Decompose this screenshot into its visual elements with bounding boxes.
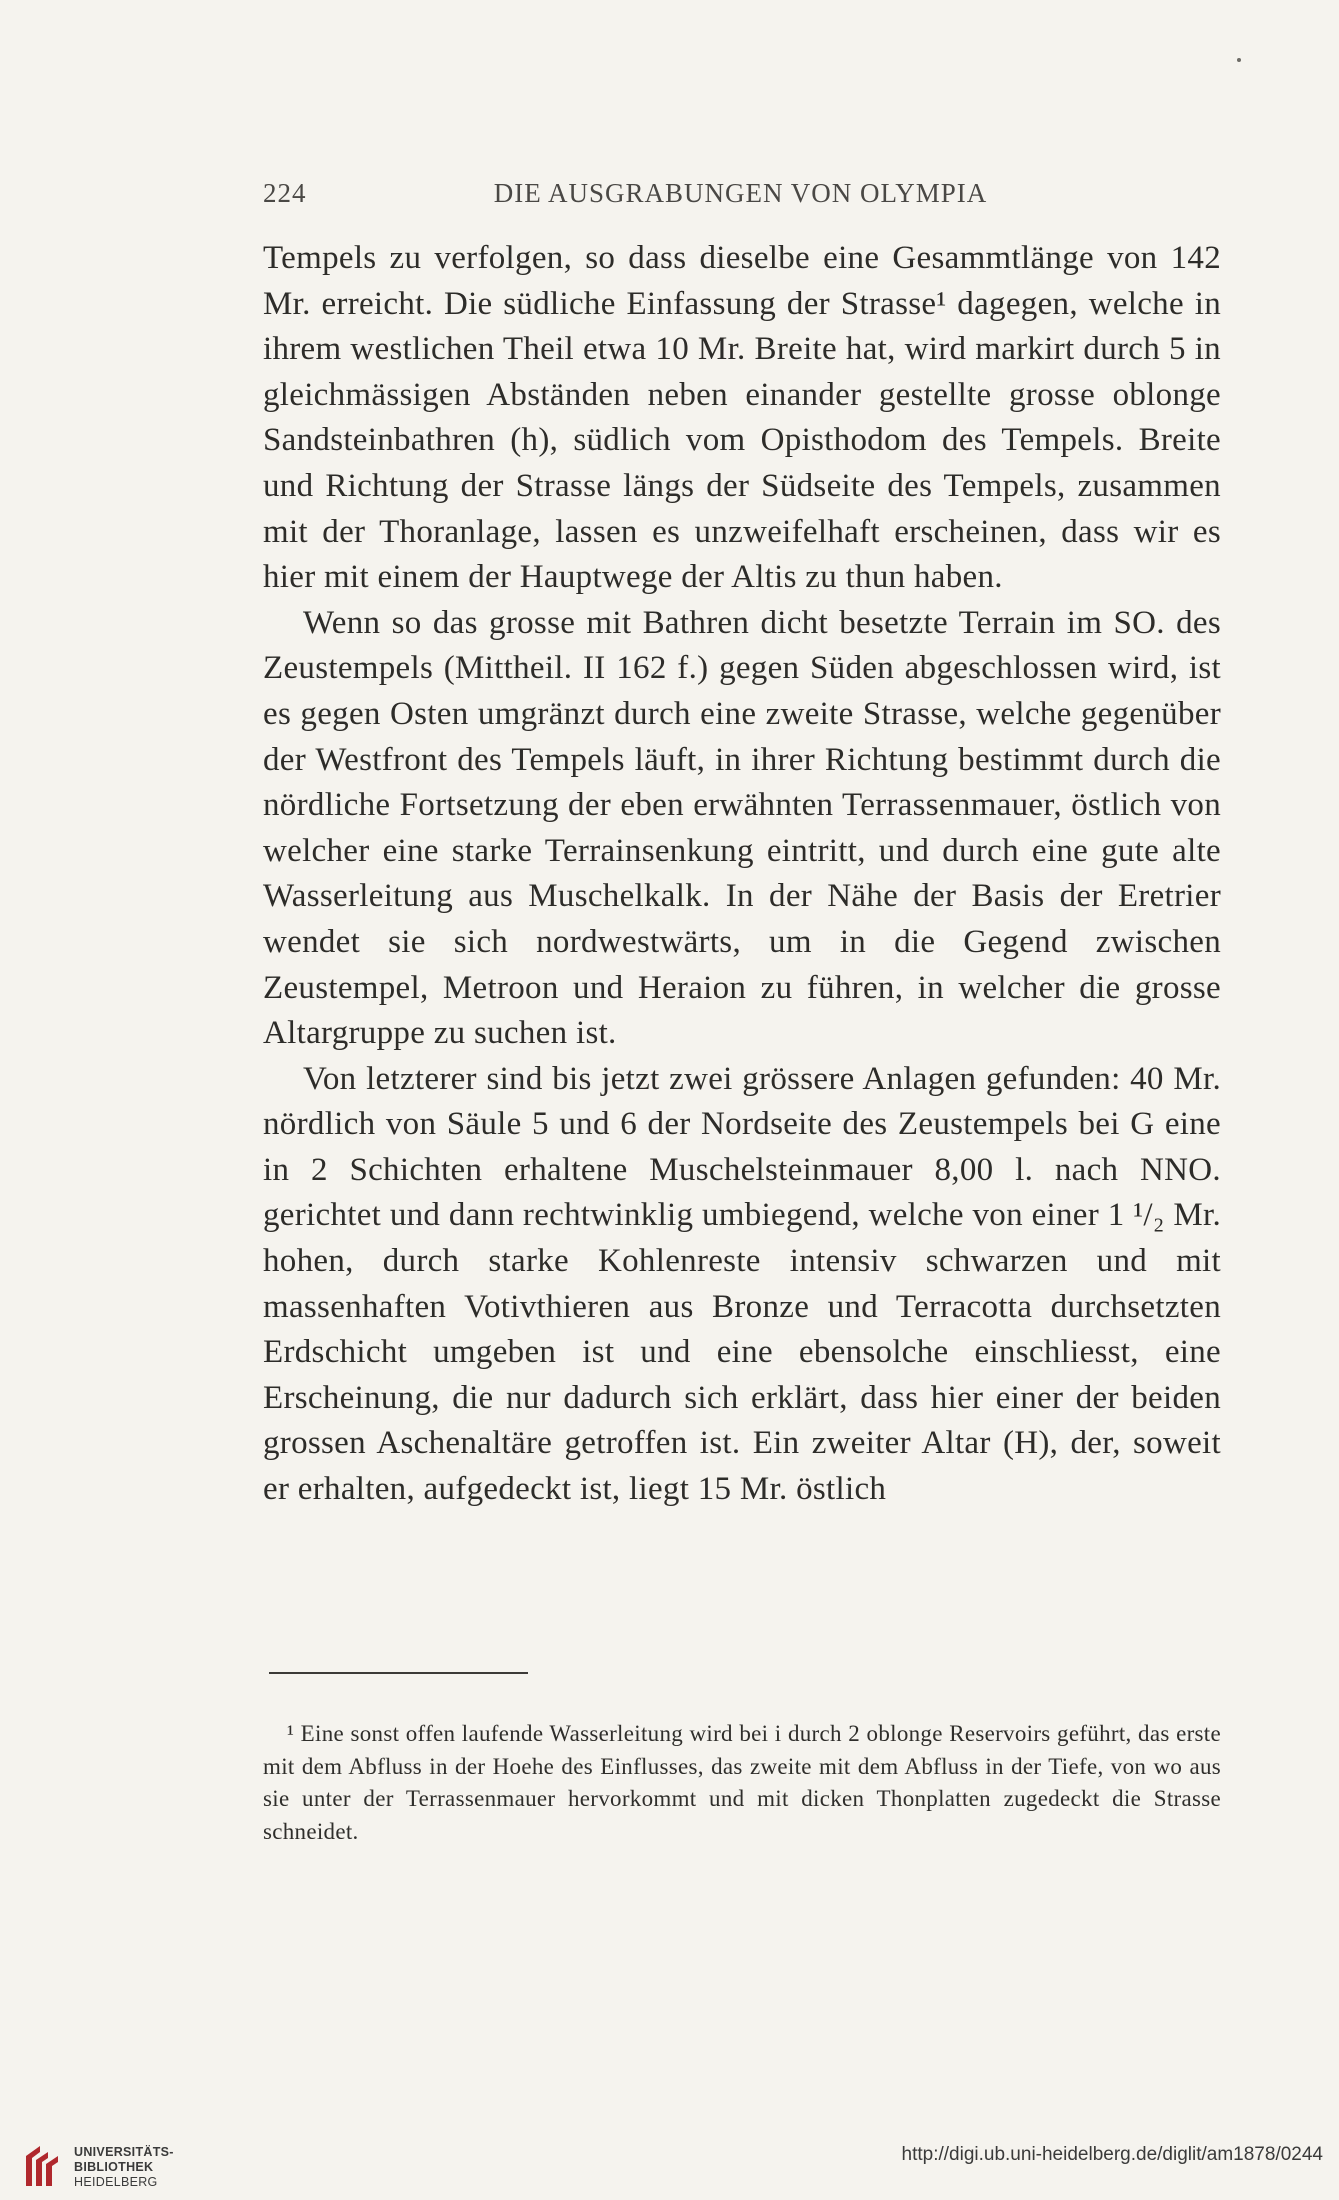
paragraph: Tempels zu verfolgen, so dass dieselbe eine Gesammtlänge von 142 Mr. erreicht. Die südliche Einfassung der Strasse¹ dagegen, welche in ihrem westlichen Theil etwa 10 Mr. Breite hat, wird markirt durch 5 in gleichmässigen Abständen neben einander gestellte grosse oblonge Sandsteinbathren (h), südlich vom Opisthodom des Tempels. Breite und Richtung der Strasse längs der Südseite des Tempels, zusammen mit der Thoranlage, lassen es unzweifelhaft erscheinen, dass wir es hier mit einem der Hauptwege der Altis zu thun haben.: [263, 240, 1221, 596]
library-name: [74, 2145, 174, 2190]
permalink-url[interactable]: http://digi.ub.uni-heidelberg.de/diglit/am1878/0244: [901, 2144, 1323, 2165]
library-logo-icon: [22, 2142, 64, 2190]
scan-speck: [1237, 58, 1241, 62]
footnote: ¹ Eine sonst offen laufende Wasserleitung wird bei i durch 2 oblonge Reservoirs geführt, das erste mit dem Abfluss in der Hoehe des Einflusses, das zweite mit dem Abfluss in der Tiefe, von wo aus sie unter der Terrassenmauer hervorkommt und mit dicken Thonplatten zugedeckt die Strasse schneidet.: [263, 1721, 1221, 1844]
running-title: DIE AUSGRABUNGEN VON OLYMPIA: [493, 178, 988, 208]
running-head: [263, 178, 1218, 212]
footnote-divider: [269, 1672, 528, 1674]
library-name-line: BIBLIOTHEK: [74, 2160, 154, 2174]
paragraph: Wenn so das grosse mit Bathren dicht besetzte Terrain im SO. des Zeustempels (Mittheil. II 162 f.) gegen Süden abgeschlossen wird, ist es gegen Osten umgränzt durch eine zweite Strasse, welche gegenüber der Westfront des Tempels läuft, in ihrer Richtung bestimmt durch die nördliche Fortsetzung der eben erwähnten Terrassenmauer, östlich von welcher eine starke Terrainsenkung eintritt, und durch eine gute alte Wasserleitung aus Muschelkalk. In der Nähe der Basis der Eretrier wendet sie sich nordwestwärts, um in die Gegend zwischen Zeustempel, Metroon und Heraion zu führen, in welcher die grosse Altargruppe zu suchen ist.: [263, 604, 1221, 1052]
body-text: [263, 236, 1221, 1513]
library-name-line: UNIVERSITÄTS-: [74, 2145, 174, 2159]
page-number: 224: [263, 178, 307, 208]
paragraph: Von letzterer sind bis jetzt zwei grössere Anlagen gefunden: 40 Mr. nördlich von Säule 5 und 6 der Nordseite des Zeustempels bei G eine in 2 Schichten erhaltene Muschelsteinmauer 8,00 l. nach NNO. gerichtet und dann rechtwinklig umbiegend, welche von einer 1 ¹/₂ Mr. hohen, durch starke Kohlenreste intensiv schwarzen und mit massenhaften Votivthieren aus Bronze und Terracotta durchsetzten Erdschicht umgeben ist und eine ebensolche einschliesst, eine Erscheinung, die nur dadurch sich erklärt, dass hier einer der beiden grossen Aschenaltäre getroffen ist. Ein zweiter Altar (H), der, soweit er erhalten, aufgedeckt ist, liegt 15 Mr. östlich: [263, 1060, 1221, 1508]
footer-bar: [0, 2138, 1339, 2200]
library-name-line: HEIDELBERG: [74, 2175, 158, 2189]
